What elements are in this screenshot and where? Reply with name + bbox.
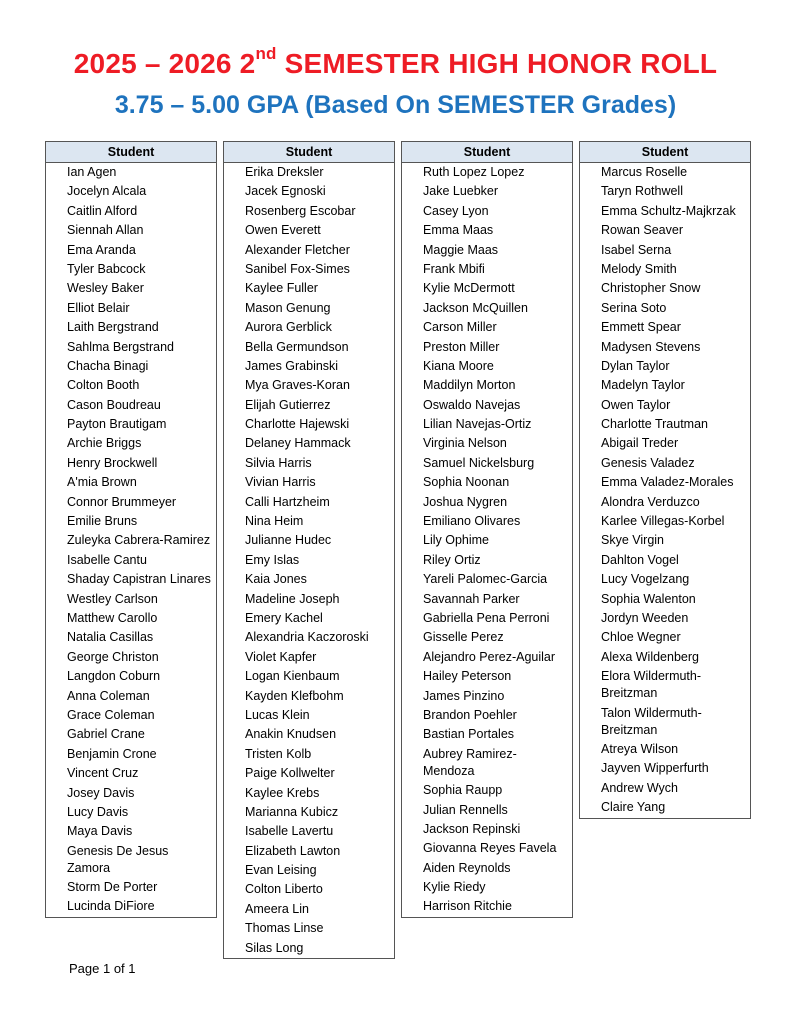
- student-name: Preston Miller: [423, 339, 500, 354]
- student-name: Elizabeth Lawton: [245, 843, 341, 858]
- column-header: Student: [402, 142, 572, 163]
- student-name: Anna Coleman: [67, 688, 150, 703]
- student-name: Savannah Parker: [423, 591, 520, 606]
- student-name: Chacha Binagi: [67, 358, 149, 373]
- student-name: Marianna Kubicz: [245, 804, 339, 819]
- student-name: Ian Agen: [67, 165, 117, 179]
- student-name: Matthew Carollo: [67, 610, 158, 625]
- student-name: Chloe Wegner: [601, 630, 681, 645]
- student-list: [580, 163, 750, 818]
- student-name: Serina Soto: [601, 300, 667, 315]
- student-name: Josey Davis: [67, 785, 135, 800]
- student-name: Madysen Stevens: [601, 339, 701, 354]
- student-name: Jackson McQuillen: [423, 300, 528, 315]
- student-name: James Grabinski: [245, 358, 339, 373]
- title-suffix: SEMESTER HIGH HONOR ROLL: [276, 48, 718, 79]
- student-name: Brandon Poehler: [423, 707, 517, 722]
- student-name: A'mia Brown: [67, 475, 137, 490]
- student-name: Emery Kachel: [245, 610, 323, 625]
- student-name: Evan Leising: [245, 863, 317, 878]
- student-name: Alexa Wildenberg: [601, 649, 699, 664]
- student-name: Casey Lyon: [423, 203, 489, 218]
- student-name: Aiden Reynolds: [423, 860, 511, 875]
- student-name: Vincent Cruz: [67, 766, 139, 781]
- column-header: Student: [580, 142, 750, 163]
- student-name: Kaylee Krebs: [245, 785, 320, 800]
- student-name: Emma Maas: [423, 223, 494, 238]
- student-name: Aurora Gerblick: [245, 320, 332, 335]
- student-name: Jocelyn Alcala: [67, 184, 147, 199]
- student-name: Claire Yang: [601, 800, 666, 815]
- student-name: Gabriel Crane: [67, 727, 145, 742]
- student-name: Tyler Babcock: [67, 261, 146, 276]
- student-name: Isabel Serna: [601, 242, 672, 257]
- student-name: Emmett Spear: [601, 320, 681, 335]
- student-name: Owen Everett: [245, 223, 321, 238]
- student-name: Benjamin Crone: [67, 746, 157, 761]
- student-name: Tristen Kolb: [245, 746, 312, 761]
- student-name: Vivian Harris: [245, 475, 316, 490]
- student-name: Ruth Lopez Lopez: [423, 165, 525, 179]
- student-name: Kiana Moore: [423, 358, 494, 373]
- student-name: Elijah Gutierrez: [245, 397, 331, 412]
- student-name: Ema Aranda: [67, 242, 136, 257]
- student-name: Logan Kienbaum: [245, 669, 340, 684]
- student-name: Connor Brummeyer: [67, 494, 177, 509]
- student-name: Lilian Navejas-Ortiz: [423, 417, 532, 432]
- student-name: Gabriella Pena Perroni: [423, 610, 550, 625]
- student-name: Yareli Palomec-Garcia: [423, 572, 548, 587]
- student-name: Taryn Rothwell: [601, 184, 683, 199]
- student-name: Emiliano Olivares: [423, 514, 521, 529]
- student-list: [402, 163, 572, 917]
- student-name: Wesley Baker: [67, 281, 144, 296]
- student-name: Rosenberg Escobar: [245, 203, 356, 218]
- student-name: Dahlton Vogel: [601, 552, 679, 567]
- student-name: Harrison Ritchie: [423, 899, 512, 914]
- student-name: Silvia Harris: [245, 455, 312, 470]
- student-name: Alexander Fletcher: [245, 242, 350, 257]
- student-name: Paige Kollwelter: [245, 766, 335, 781]
- student-name: Kylie Riedy: [423, 880, 486, 895]
- student-name: Charlotte Hajewski: [245, 417, 350, 432]
- student-name: Bella Germundson: [245, 339, 349, 354]
- student-name: Alondra Verduzco: [601, 494, 700, 509]
- student-name: Atreya Wilson: [601, 741, 679, 756]
- student-name: Alexandria Kaczoroski: [245, 630, 369, 645]
- student-name: Emy Islas: [245, 552, 300, 567]
- student-name: Jackson Repinski: [423, 821, 521, 836]
- student-name: Langdon Coburn: [67, 669, 161, 684]
- student-column-3: [401, 141, 573, 918]
- student-name: Alejandro Perez-Aguilar: [423, 649, 556, 664]
- student-name: Siennah Allan: [67, 223, 144, 238]
- gpa-subtitle: 3.75 – 5.00 GPA (Based On SEMESTER Grades): [114, 91, 677, 119]
- title-prefix: 2025 – 2026 2: [73, 48, 256, 79]
- student-name: Sahlma Bergstrand: [67, 339, 175, 354]
- student-name: Shaday Capistran Linares: [67, 572, 211, 587]
- student-name: Isabelle Cantu: [67, 552, 147, 567]
- student-name: Storm De Porter: [67, 880, 158, 895]
- page-number: Page 1 of 1: [69, 961, 136, 976]
- student-name: Rowan Seaver: [601, 223, 683, 238]
- student-name: Talon Wildermuth-Breitzman: [601, 705, 702, 737]
- student-name: Owen Taylor: [601, 397, 671, 412]
- student-name: Westley Carlson: [67, 591, 158, 606]
- student-name: Kylie McDermott: [423, 281, 515, 296]
- student-name: Madeline Joseph: [245, 591, 340, 606]
- student-name: Cason Boudreau: [67, 397, 161, 412]
- student-name: Joshua Nygren: [423, 494, 508, 509]
- student-name: Julianne Hudec: [245, 533, 332, 548]
- student-name: Grace Coleman: [67, 707, 155, 722]
- student-column-1: [45, 141, 217, 918]
- student-name: Jordyn Weeden: [601, 610, 689, 625]
- student-name: Jake Luebker: [423, 184, 499, 199]
- student-name: Ameera Lin: [245, 901, 309, 916]
- student-name: Maddilyn Morton: [423, 378, 516, 393]
- student-name: Thomas Linse: [245, 921, 324, 936]
- student-name: Kayden Klefbohm: [245, 688, 344, 703]
- student-name: Erika Dreksler: [245, 165, 324, 179]
- student-name: Natalia Casillas: [67, 630, 154, 645]
- student-name: Skye Virgin: [601, 533, 664, 548]
- student-name: Aubrey Ramirez-Mendoza: [423, 746, 517, 778]
- student-name: Emilie Bruns: [67, 514, 138, 529]
- student-list: [46, 163, 216, 917]
- student-name: Karlee Villegas-Korbel: [601, 514, 725, 529]
- student-name: Henry Brockwell: [67, 455, 158, 470]
- student-name: Lucy Davis: [67, 804, 129, 819]
- student-name: Kaylee Fuller: [245, 281, 318, 296]
- student-name: Frank Mbifi: [423, 261, 485, 276]
- student-name: Oswaldo Navejas: [423, 397, 521, 412]
- student-name: Genesis Valadez: [601, 455, 695, 470]
- student-name: Andrew Wych: [601, 780, 678, 795]
- student-name: Laith Bergstrand: [67, 320, 159, 335]
- student-name: Mason Genung: [245, 300, 331, 315]
- student-name: Abigail Treder: [601, 436, 679, 451]
- student-name: Charlotte Trautman: [601, 417, 708, 432]
- student-name: Violet Kapfer: [245, 649, 317, 664]
- student-name: Colton Booth: [67, 378, 140, 393]
- student-name: Kaia Jones: [245, 572, 307, 587]
- student-name: Elliot Belair: [67, 300, 130, 315]
- student-name: Giovanna Reyes Favela: [423, 841, 557, 856]
- column-header: Student: [46, 142, 216, 163]
- student-name: Virginia Nelson: [423, 436, 507, 451]
- student-name: Lucas Klein: [245, 707, 310, 722]
- student-name: Madelyn Taylor: [601, 378, 685, 393]
- student-name: Genesis De Jesus Zamora: [67, 843, 169, 875]
- student-name: Bastian Portales: [423, 727, 515, 742]
- student-name: Payton Brautigam: [67, 417, 167, 432]
- student-name: Nina Heim: [245, 514, 304, 529]
- column-header: Student: [224, 142, 394, 163]
- student-name: Delaney Hammack: [245, 436, 351, 451]
- student-name: Anakin Knudsen: [245, 727, 337, 742]
- student-name: Christopher Snow: [601, 281, 701, 296]
- student-name: Sanibel Fox-Simes: [245, 261, 350, 276]
- student-name: Carson Miller: [423, 320, 497, 335]
- student-name: Lucy Vogelzang: [601, 572, 690, 587]
- student-name: Gisselle Perez: [423, 630, 504, 645]
- student-name: Lily Ophime: [423, 533, 489, 548]
- student-name: Lucinda DiFiore: [67, 899, 155, 914]
- student-name: Caitlin Alford: [67, 203, 138, 218]
- student-name: Maya Davis: [67, 824, 133, 839]
- student-name: Archie Briggs: [67, 436, 142, 451]
- student-name: Silas Long: [245, 940, 304, 955]
- student-name: Dylan Taylor: [601, 358, 670, 373]
- student-name: Colton Liberto: [245, 882, 323, 897]
- student-name: Sophia Noonan: [423, 475, 510, 490]
- student-name: Mya Graves-Koran: [245, 378, 350, 393]
- student-name: Emma Schultz-Majkrzak: [601, 203, 736, 218]
- student-name: Sophia Walenton: [601, 591, 696, 606]
- student-name: Marcus Roselle: [601, 165, 688, 179]
- student-name: George Christon: [67, 649, 159, 664]
- student-list: [224, 163, 394, 958]
- student-name: Maggie Maas: [423, 242, 499, 257]
- student-name: Isabelle Lavertu: [245, 824, 334, 839]
- student-name: Elora Wildermuth-Breitzman: [601, 669, 702, 701]
- student-column-4: [579, 141, 751, 819]
- title-superscript: nd: [255, 44, 277, 63]
- student-name: Sophia Raupp: [423, 783, 503, 798]
- student-name: Calli Hartzheim: [245, 494, 330, 509]
- honor-roll-title: [0, 44, 791, 80]
- student-name: James Pinzino: [423, 688, 505, 703]
- student-name: Melody Smith: [601, 261, 677, 276]
- student-name: Julian Rennells: [423, 802, 508, 817]
- student-name: Samuel Nickelsburg: [423, 455, 535, 470]
- student-name: Riley Ortiz: [423, 552, 481, 567]
- student-name: Zuleyka Cabrera-Ramirez: [67, 533, 211, 548]
- student-name: Jayven Wipperfurth: [601, 761, 709, 776]
- student-name: Emma Valadez-Morales: [601, 475, 734, 490]
- student-name: Hailey Peterson: [423, 669, 512, 684]
- student-name: Jacek Egnoski: [245, 184, 326, 199]
- student-column-2: [223, 141, 395, 959]
